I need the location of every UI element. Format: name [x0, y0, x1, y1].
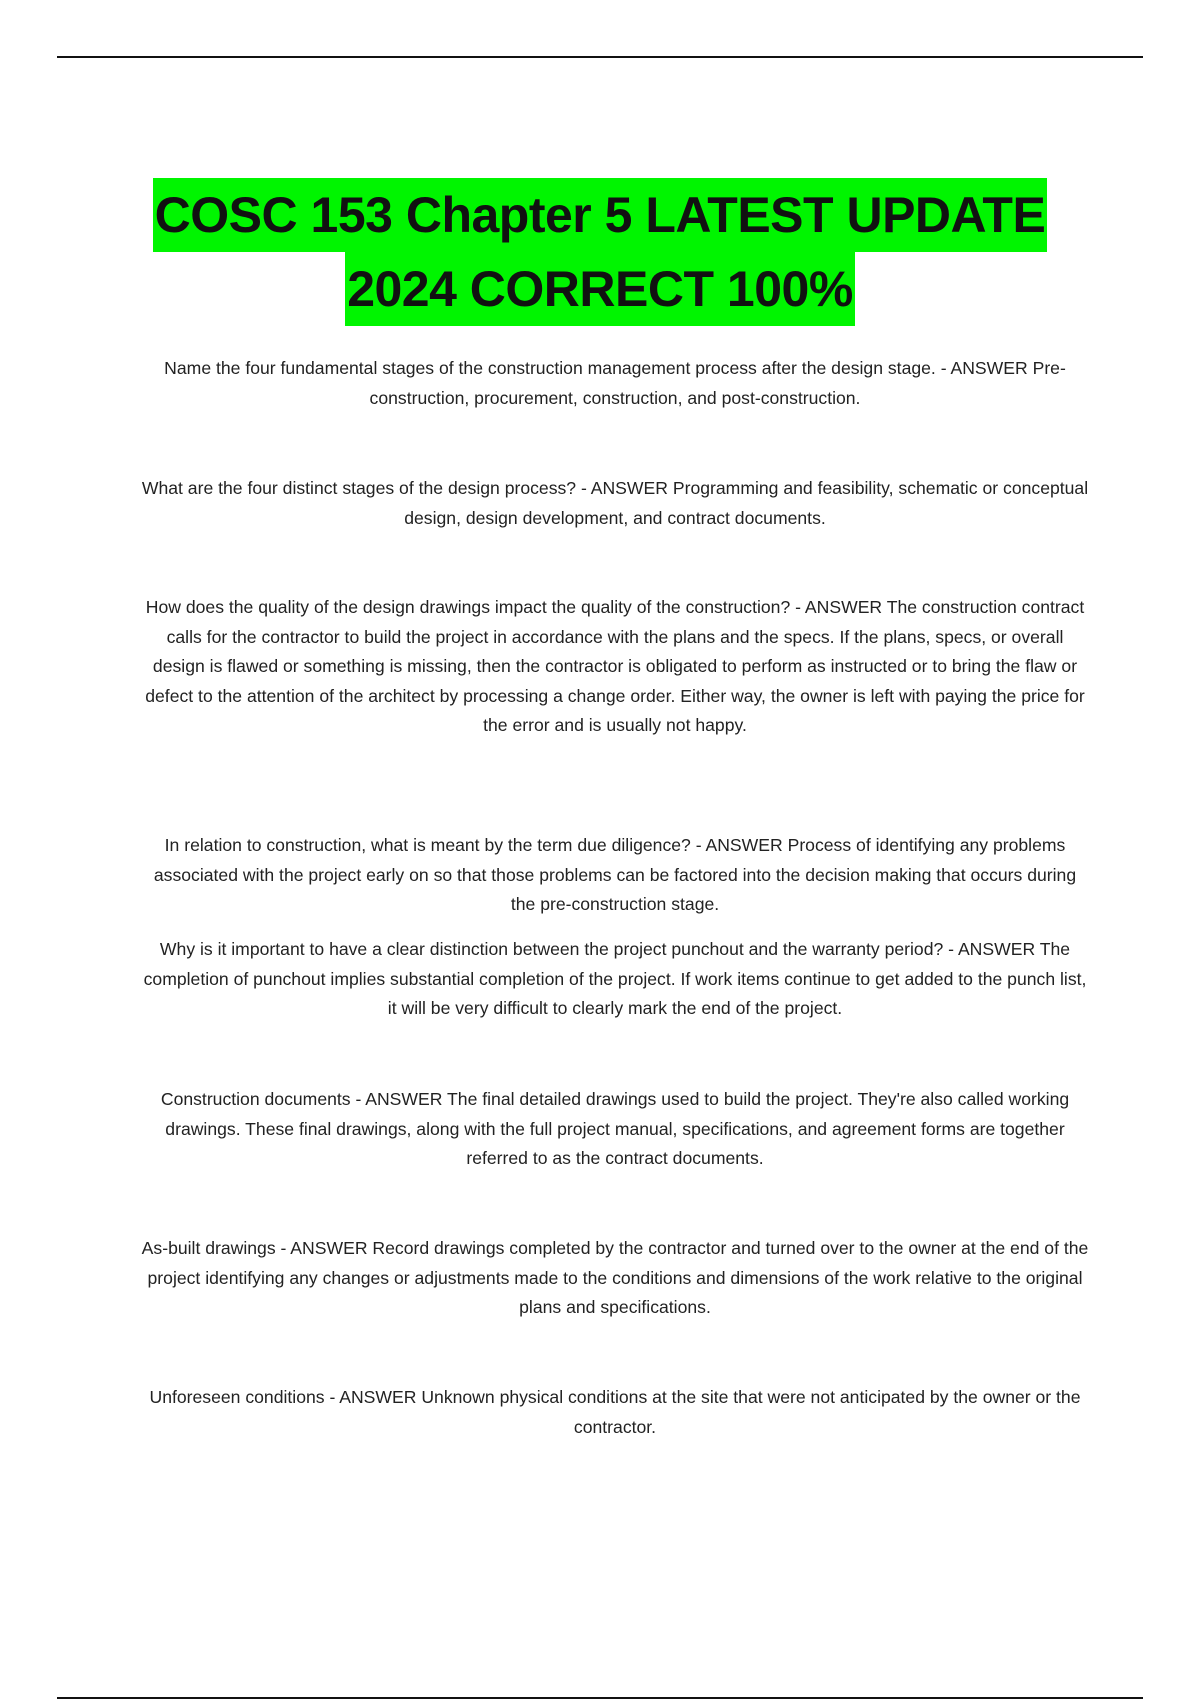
qa-entry-3: How does the quality of the design drawings impact the quality of the construction? - ANSWER The construction contract calls for the contractor to build the project in accordance with the plans and the specs. If the plans, specs, or overall design is flawed or something is missing, then the contractor is obligated to perform as instructed or to bring the flaw or defect to the attention of the architect by processing a change order. Either way, the owner is left with paying the price for the error and is usually not happy. [145, 597, 1085, 735]
qa-entry-4: In relation to construction, what is meant by the term due diligence? - ANSWER Process of identifying any problems associated with the project early on so that those problems can be factored into the decision making that occurs during the pre-construction stage. [153, 835, 1077, 914]
qa-entry-2: What are the four distinct stages of the design process? - ANSWER Programming and feasibility, schematic or conceptual design, design development, and contract documents. [141, 478, 1089, 528]
qa-entry-6: Construction documents - ANSWER The final detailed drawings used to build the project. They're also called working drawings. These final drawings, along with the full project manual, specifications, and agreement forms are together referred to as the contract documents. [160, 1089, 1070, 1168]
qa-entry-8: Unforeseen conditions - ANSWER Unknown physical conditions at the site that were not anticipated by the owner or the contractor. [149, 1387, 1081, 1437]
qa-entry-7: As-built drawings - ANSWER Record drawings completed by the contractor and turned over to the owner at the end of the project identifying any changes or adjustments made to the conditions and dimensions of the work relative to the original plans and specifications. [141, 1238, 1089, 1317]
title-line-2: 2024 CORRECT 100% [345, 252, 855, 326]
qa-entry-1: Name the four fundamental stages of the construction management process after the design stage. - ANSWER Pre-construction, procurement, construction, and post-construction. [164, 358, 1066, 408]
qa-entry-5: Why is it important to have a clear distinction between the project punchout and the warranty period? - ANSWER The completion of punchout implies substantial completion of the project. If work items continue to get added to the punch list, it will be very difficult to clearly mark the end of the project. [143, 939, 1087, 1018]
title-line-1: COSC 153 Chapter 5 LATEST UPDATE [153, 178, 1048, 252]
bottom-rule [57, 1697, 1143, 1699]
top-rule [57, 56, 1143, 58]
document-title [0, 178, 1200, 326]
